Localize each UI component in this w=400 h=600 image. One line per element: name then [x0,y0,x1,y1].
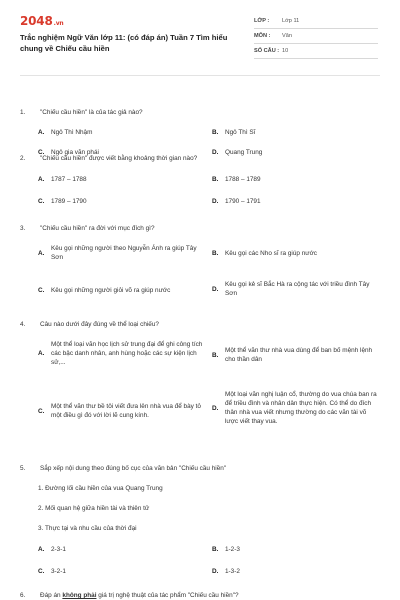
option-1b[interactable] [212,128,372,137]
question-number: 1. [20,109,26,116]
option-2b[interactable] [212,175,372,184]
option-letter: A. [38,129,45,136]
option-letter: D. [212,285,219,293]
option-letter: A. [38,176,45,183]
option-letter: C. [38,568,45,575]
meta-class-value: Lớp 11 [282,18,300,24]
meta-subject-row [254,29,378,44]
question-text-pre: Đáp án [40,592,61,599]
option-3b[interactable] [212,249,377,258]
option-1a[interactable] [38,128,198,137]
option-text: Ngô gia văn phái [51,149,99,156]
option-text: Một thể văn thư bề tôi viết đưa lên nhà vua để bày tỏ một điều gì đó với lời lẽ cung kính. [51,403,201,419]
option-text: Một loại văn nghị luận cổ, thường do vua chúa ban ra để triều đình và nhân dân thực hiện. Có thể do đích thân nhà vua viết nhưng thường do các văn tài võ lược viết thay vua. [225,391,377,425]
question-text: "Chiếu cầu hiền" ra đời với mục đích gì? [40,225,155,232]
option-5d[interactable] [212,567,372,576]
option-letter: D. [212,568,219,575]
question-5 [20,464,380,473]
header-divider [20,75,380,76]
logo-suffix: .vn [53,20,64,27]
option-letter: A. [38,350,45,357]
meta-subject-value: Văn [282,33,292,39]
logo-main: 2048 [20,14,53,28]
order-item-1: 1. Đường lối cầu hiền của vua Quang Trung [38,485,163,492]
option-letter: C. [38,287,45,294]
option-text: Một thể loại văn học lịch sử trung đại để ghi công tích các bậc danh nhân, anh hùng hoặc các sự kiện lịch sử,... [51,341,203,366]
question-3 [20,224,380,233]
option-5c[interactable] [38,567,198,576]
meta-count-row [254,44,378,59]
option-text: 1-3-2 [225,568,240,575]
question-6-partial [20,592,239,599]
option-text: 1790 – 1791 [225,198,261,205]
site-logo[interactable] [20,14,63,28]
option-text: 1788 – 1789 [225,176,261,183]
option-text: 1789 – 1790 [51,198,87,205]
option-letter: B. [212,351,219,359]
option-5a[interactable] [38,545,198,554]
question-number: 2. [20,155,26,162]
question-2 [20,154,380,163]
page-title: Trắc nghiệm Ngữ Văn lớp 11: (có đáp án) Tuần 7 Tìm hiểu chung về Chiếu cầu hiền [20,33,228,53]
option-4d[interactable] [212,390,380,426]
question-number: 4. [20,321,26,328]
question-text-post: giá trị nghệ thuật của tác phẩm "Chiếu cầu hiền"? [98,592,239,599]
option-letter: A. [38,546,45,553]
option-letter: D. [212,404,219,412]
option-text: Một thể văn thư nhà vua dùng để ban bố mệnh lệnh cho thần dân [225,347,373,363]
option-text: 1787 – 1788 [51,176,87,183]
option-letter: C. [38,198,45,205]
option-letter: D. [212,198,219,205]
option-text: Kêu gọi kẻ sĩ Bắc Hà ra cộng tác với triều đình Tây Sơn [225,281,370,297]
meta-count-label: SỐ CÂU : [254,48,280,54]
option-4a[interactable] [38,340,210,367]
order-item-3: 3. Thực tại và nhu cầu của thời đại [38,525,137,532]
option-2c[interactable] [38,197,198,206]
option-3a[interactable] [38,244,206,262]
option-letter: A. [38,249,45,257]
option-text: Ngô Thì Sĩ [225,129,256,136]
option-2a[interactable] [38,175,198,184]
meta-class-label: LỚP : [254,18,270,24]
meta-class-row [254,14,378,29]
question-number: 5. [20,465,26,472]
option-text: Kêu gọi những người theo Nguyễn Ánh ra giúp Tây Sơn [51,245,197,261]
option-3c[interactable] [38,286,213,295]
option-letter: D. [212,149,219,156]
option-5b[interactable] [212,545,372,554]
option-letter: C. [38,149,45,156]
quiz-meta [254,14,378,59]
option-text: 2-3-1 [51,546,66,553]
option-letter: B. [212,250,219,257]
option-3d[interactable] [212,280,380,298]
question-number: 3. [20,225,26,232]
question-text: Sắp xếp nội dung theo đúng bố cục của văn bản "Chiếu cầu hiền" [40,465,227,472]
option-letter: B. [212,546,219,553]
option-4c[interactable] [38,402,210,420]
question-text-emphasis: không phải [62,592,97,599]
option-text: 3-2-1 [51,568,66,575]
option-letter: B. [212,176,219,183]
question-1 [20,108,380,117]
option-text: 1-2-3 [225,546,240,553]
option-letter: B. [212,129,219,136]
option-2d[interactable] [212,197,372,206]
question-text: Câu nào dưới đây đúng về thể loại chiếu? [40,321,159,328]
option-text: Kêu gọi những người giỏi võ ra giúp nước [51,287,171,294]
option-4b[interactable] [212,346,380,364]
meta-subject-label: MÔN : [254,33,271,39]
question-text: "Chiếu cầu hiền" là của tác giả nào? [40,109,143,116]
option-text: Quang Trung [225,149,263,156]
page-header [0,0,400,68]
question-text: "Chiếu cầu hiền" được viết bằng khoảng thời gian nào? [40,155,198,162]
option-letter: C. [38,407,45,415]
option-text: Ngô Thì Nhậm [51,129,93,136]
order-item-2: 2. Mối quan hệ giữa hiền tài và thiên tử [38,505,150,512]
meta-count-value: 10 [282,48,289,54]
question-number: 6. [20,592,26,599]
option-text: Kêu gọi các Nho sĩ ra giúp nước [225,250,317,257]
question-4 [20,320,380,329]
